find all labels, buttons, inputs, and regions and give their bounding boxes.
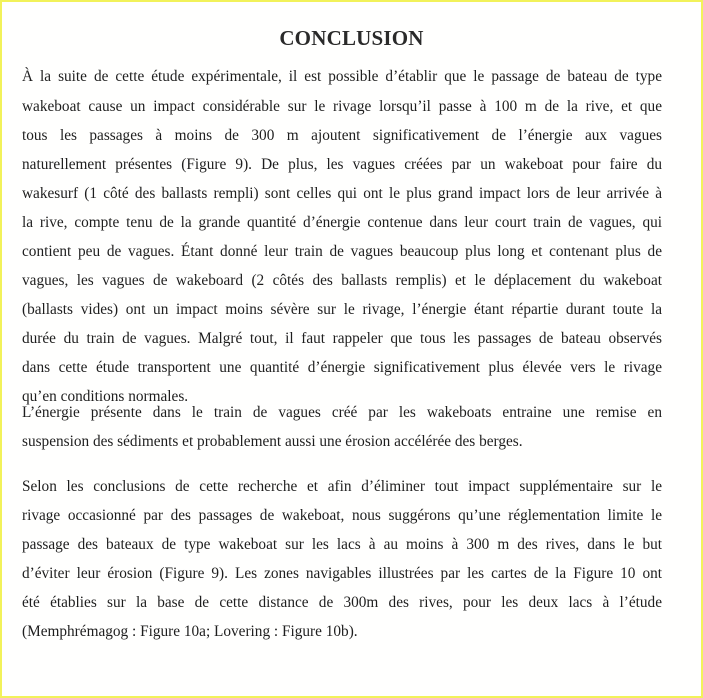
text-line: L’énergie présente dans le train de vagues créé par les wakeboats entraine une remise en [22,404,662,421]
text-line: naturellement présentes (Figure 9). De plus, les vagues créées par un wakeboat pour faire du [22,156,662,173]
text-line: passage des bateaux de type wakeboat sur les lacs à au moins à 300 m des rives, dans le but [22,536,662,553]
page-title: CONCLUSION [279,26,424,50]
text-line: durée du train de vagues. Malgré tout, il faut rappeler que tous les passages de bateau observés [22,330,662,347]
text-line: la rive, compte tenu de la grande quantité d’énergie contenue dans leur court train de vagues, qui [22,214,662,231]
text-line: wakeboat cause un impact considérable sur le rivage lorsqu’il passe à 100 m de la rive, et que [22,98,662,115]
text-line: (ballasts vides) ont un impact moins sévère sur le rivage, l’énergie étant répartie durant toute la [22,301,662,318]
text-line: vagues, les vagues de wakeboard (2 côtés des ballasts remplis) et le déplacement du wakeboat [22,272,662,289]
text-line: À la suite de cette étude expérimentale, il est possible d’établir que le passage de bateau de type [22,68,662,85]
text-line: contient peu de vagues. Étant donné leur train de vagues beaucoup plus long et contenant plus de [22,243,662,260]
text-line: Selon les conclusions de cette recherche et afin d’éliminer tout impact supplémentaire sur le [22,478,662,495]
text-line: tous les passages à moins de 300 m ajoutent significativement de l’énergie aux vagues [22,127,662,144]
text-line: rivage occasionné par des passages de wakeboat, nous suggérons qu’une réglementation limite le [22,507,662,524]
text-line: wakesurf (1 côté des ballasts rempli) sont celles qui ont le plus grand impact lors de leur arrivée à [22,185,662,202]
text-line: été établies sur la base de cette distance de 300m des rives, pour les deux lacs à l’étude [22,594,662,611]
text-line: (Memphrémagog : Figure 10a; Lovering : Figure 10b). [22,623,358,640]
text-line: dans cette étude transportent une quantité d’énergie significativement plus élevée vers le rivage [22,359,662,376]
text-line: qu’en conditions normales. [22,388,189,405]
text-line: suspension des sédiments et probablement aussi une érosion accélérée des berges. [22,433,523,450]
text-line: d’éviter leur érosion (Figure 9). Les zones navigables illustrées par les cartes de la Figure 10 ont [22,565,662,582]
